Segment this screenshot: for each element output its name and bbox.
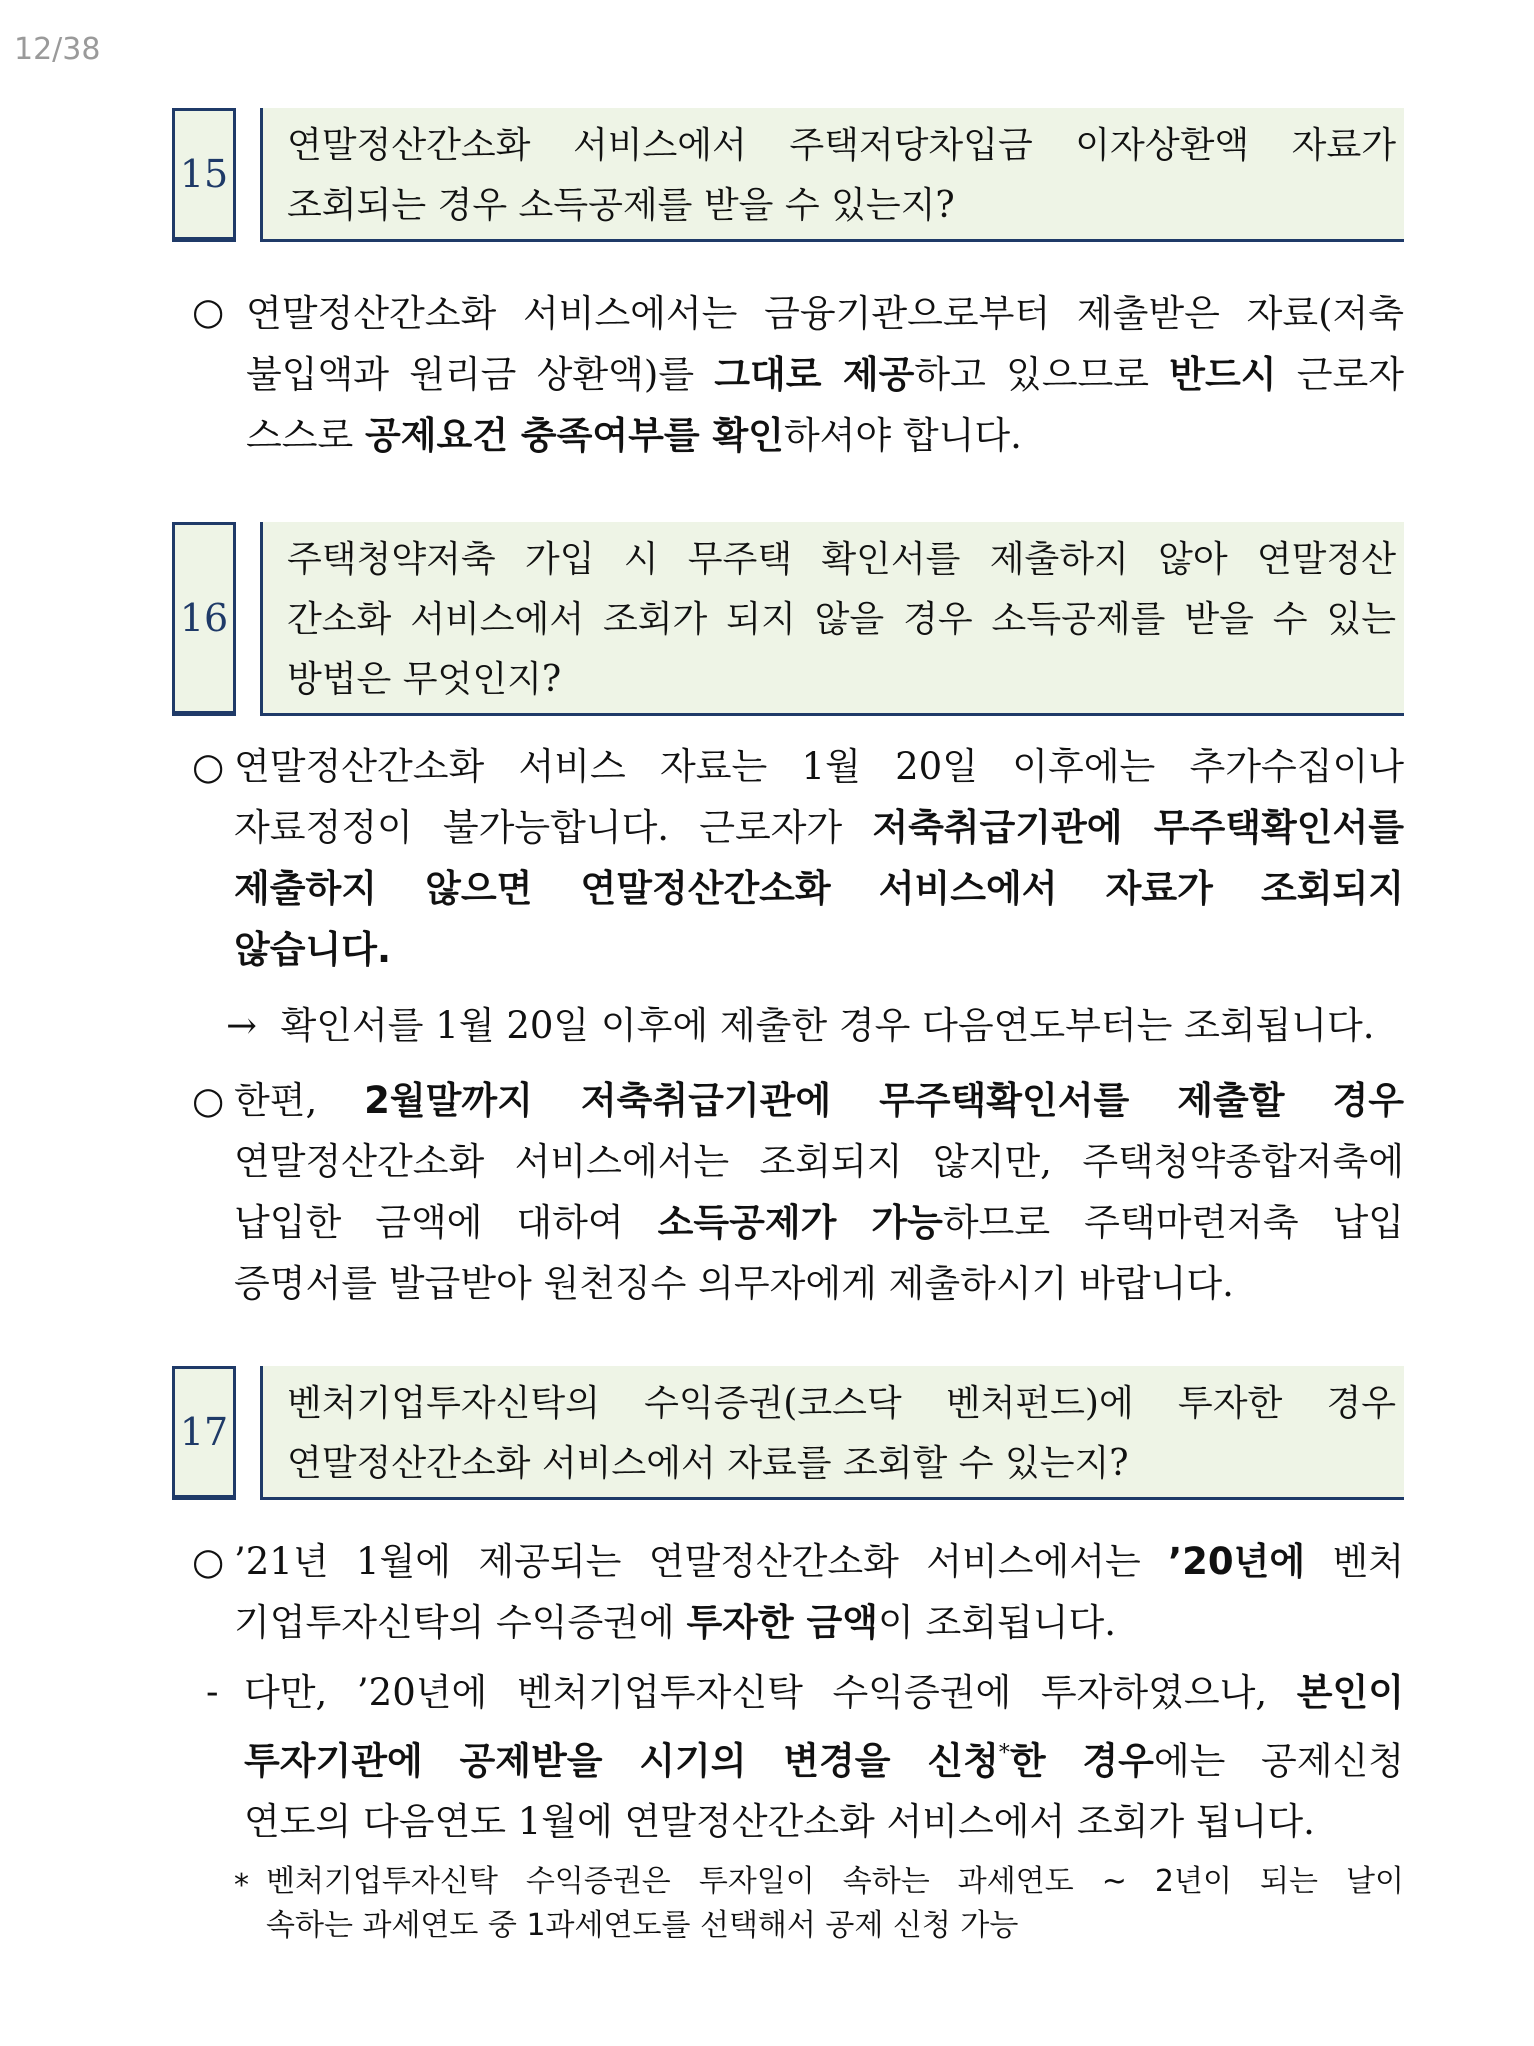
question-line: 조회되는 경우 소득공제를 받을 수 있는지?: [287, 185, 955, 226]
page-indicator: 12/38: [14, 32, 101, 67]
answer-line: 연도의 다음연도 1월에 연말정산간소화 서비스에서 조회가 됩니다.: [244, 1800, 1315, 1844]
answer-line: 납입한 금액에 대하여 소득공제가 가능하므로 주택마련저축 납입: [234, 1201, 1405, 1244]
answer-line: 불입액과 원리금 상환액)를 그대로 제공하고 있으므로 반드시 근로자: [246, 353, 1404, 396]
question-number: 15: [172, 108, 236, 242]
answer-line: 증명서를 발급받아 원천징수 의무자에게 제출하시기 바랍니다.: [234, 1262, 1234, 1305]
question-line: 주택청약저축 가입 시 무주택 확인서를 제출하지 않아 연말정산: [287, 539, 1396, 580]
answer-line: 스스로 공제요건 충족여부를 확인하셔야 합니다.: [246, 414, 1022, 457]
answer-line: 투자기관에 공제받을 시기의 변경을 신청*한 경우에는 공제신청: [244, 1739, 1404, 1783]
answer-line: 기업투자신탁의 수익증권에 투자한 금액이 조회됩니다.: [234, 1601, 1117, 1644]
answer-16-a: [234, 736, 1404, 980]
question-15: [172, 108, 1404, 242]
footnote-line: 벤처기업투자신탁 수익증권은 투자일이 속하는 과세연도 ~ 2년이 되는 날이: [266, 1864, 1404, 1899]
footnote: [266, 1860, 1404, 1948]
answer-line: 연말정산간소화 서비스 자료는 1월 20일 이후에는 추가수집이나: [234, 745, 1404, 788]
question-16: [172, 522, 1404, 716]
answer-line: 제출하지 않으면 연말정산간소화 서비스에서 자료가 조회되지: [234, 867, 1404, 910]
question-box: [260, 1366, 1404, 1500]
bullet-circle: ○: [192, 745, 225, 788]
answer-17-b: [244, 1662, 1404, 1852]
question-box: [260, 108, 1404, 242]
answer-line: 연말정산간소화 서비스에서는 금융기관으로부터 제출받은 자료(저축: [246, 292, 1404, 335]
question-line: 벤처기업투자신탁의 수익증권(코스닥 벤처펀드)에 투자한 경우: [287, 1383, 1396, 1424]
question-box: [260, 522, 1404, 716]
bullet-circle: ○: [192, 1540, 225, 1583]
footnote-line: 속하는 과세연도 중 1과세연도를 선택해서 공제 신청 가능: [266, 1908, 1019, 1943]
question-line: 간소화 서비스에서 조회가 되지 않을 경우 소득공제를 받을 수 있는: [287, 599, 1396, 640]
answer-17-a: [234, 1531, 1404, 1653]
bullet-dash: -: [206, 1670, 219, 1713]
answer-15: [246, 283, 1404, 466]
question-17: [172, 1366, 1404, 1500]
answer-16-arrow: [226, 995, 1404, 1056]
answer-line: 다만, ’20년에 벤처기업투자신탁 수익증권에 투자하였으나, 본인이: [244, 1671, 1404, 1714]
answer-line: 한편, 2월말까지 저축취급기관에 무주택확인서를 제출할 경우: [234, 1079, 1404, 1122]
answer-line: 자료정정이 불가능합니다. 근로자가 저축취급기관에 무주택확인서를: [234, 806, 1404, 849]
arrow-icon: →: [226, 1004, 258, 1047]
answer-line: 않습니다.: [234, 928, 392, 971]
answer-16-b: [234, 1070, 1404, 1314]
question-line: 방법은 무엇인지?: [287, 659, 562, 700]
answer-line: 연말정산간소화 서비스에서는 조회되지 않지만, 주택청약종합저축에: [234, 1140, 1404, 1183]
bullet-circle: ○: [192, 1079, 225, 1122]
question-number: 16: [172, 522, 236, 716]
question-line: 연말정산간소화 서비스에서 주택저당차입금 이자상환액 자료가: [287, 125, 1396, 166]
footnote-mark: *: [234, 1868, 249, 1903]
answer-line: ’21년 1월에 제공되는 연말정산간소화 서비스에서는 ’20년에 벤처: [234, 1540, 1405, 1583]
question-number: 17: [172, 1366, 236, 1500]
answer-line: → 확인서를 1월 20일 이후에 제출한 경우 다음연도부터는 조회됩니다.: [226, 1004, 1375, 1047]
bullet-circle: ○: [192, 290, 225, 333]
question-line: 연말정산간소화 서비스에서 자료를 조회할 수 있는지?: [287, 1443, 1129, 1484]
